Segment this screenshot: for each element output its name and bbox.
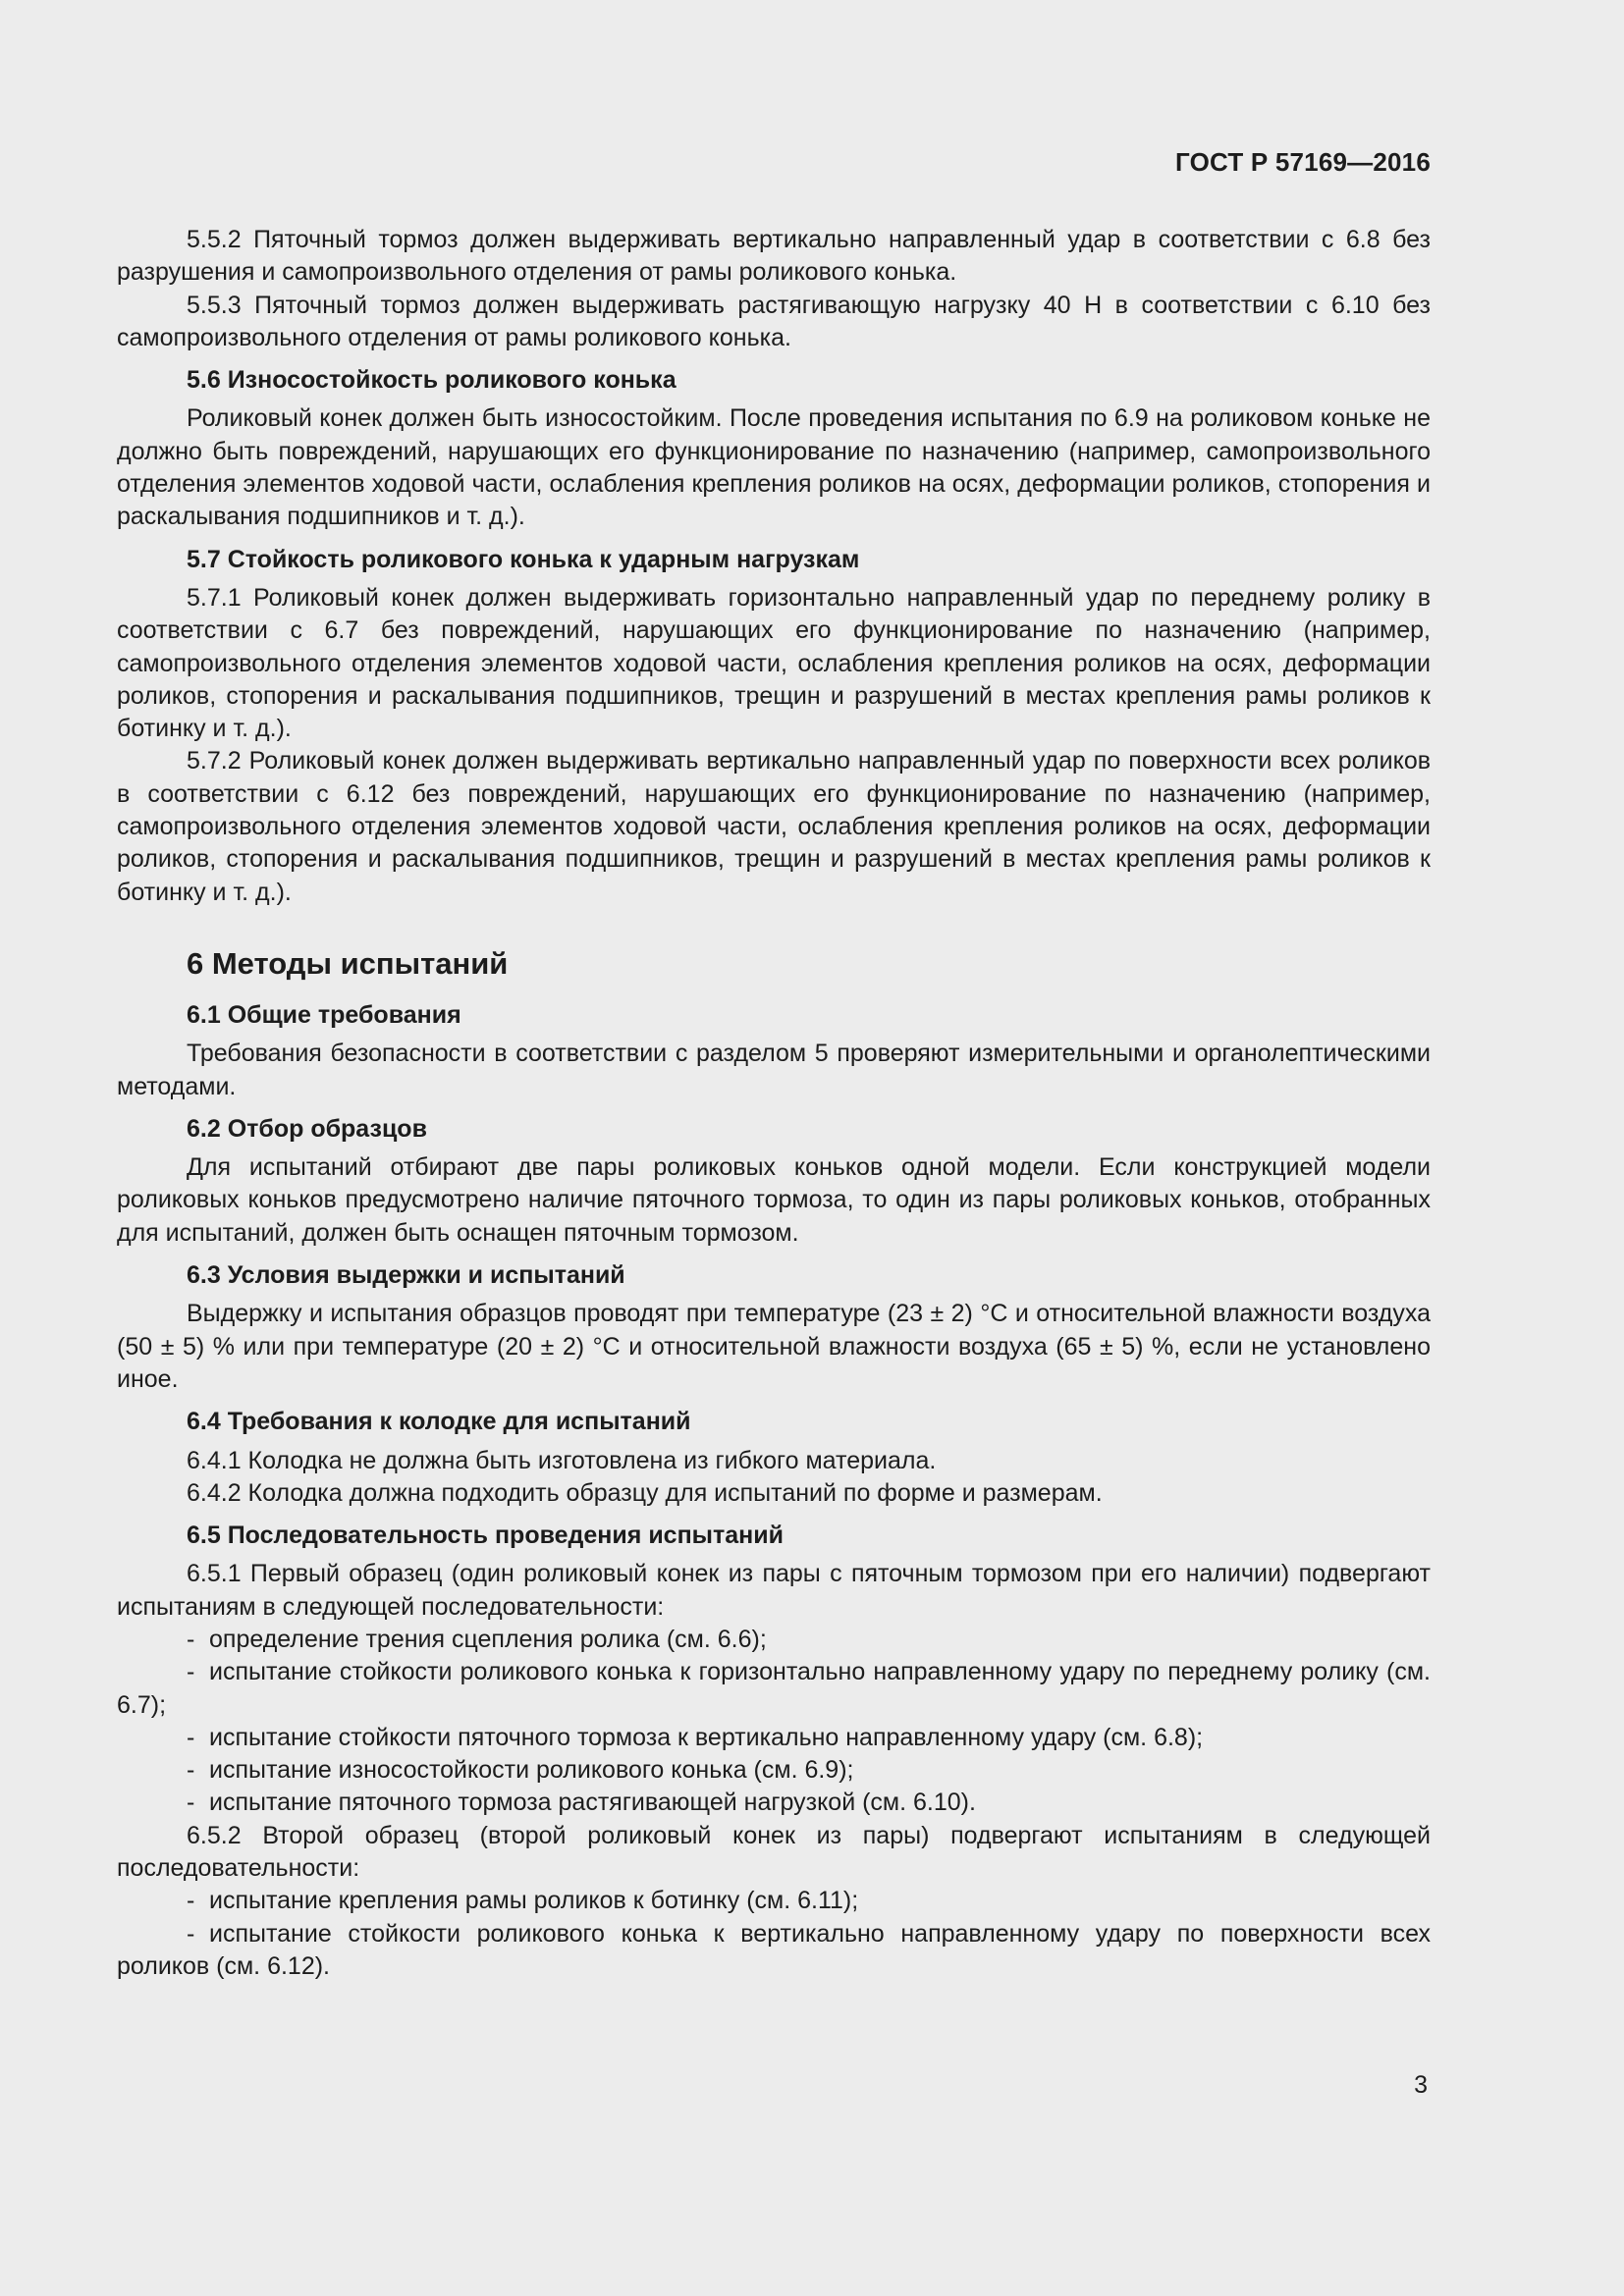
paragraph-6-3: Выдержку и испытания образцов проводят при температуре (23 ± 2) °С и относительной влажности воздуха (50 ± 5) % или при температуре (20 ± 2) °С и относительной влажности воздуха (65 ± 5) %, если не установлено иное. [117, 1300, 1431, 1393]
list-item [117, 1885, 1431, 1917]
list-item-text: испытание стойкости пяточного тормоза к вертикально направленному удару (см. 6.8); [209, 1723, 1204, 1751]
heading-5-6: 5.6 Износостойкость роликового конька [187, 366, 677, 395]
list-item-text: испытание стойкости роликового конька к горизонтально направленному удару по переднему ролику (см. 6.7); [117, 1658, 1431, 1719]
paragraph-6-1: Требования безопасности в соответствии с разделом 5 проверяют измерительными и органолептическими методами. [117, 1040, 1431, 1100]
list-item [117, 1918, 1431, 1984]
list-dash: - [187, 1723, 195, 1751]
paragraph-6-5-2: 6.5.2 Второй образец (второй роликовый конек из пары) подвергают испытаниям в следующей последовательности: [117, 1821, 1431, 1883]
paragraph-5-7-1: 5.7.1 Роликовый конек должен выдерживать горизонтально направленный удар по переднему ролику в соответствии с 6.7 без повреждений, нарушающих его функционирование по назначению (например, самопроизвольного отделения элементов ходовой части, ослабления крепления роликов на осях, деформации роликов, стопорения и раскалывания подшипников, трещин и разрушений в местах крепления рамы роликов к ботинку и т. д.). [117, 583, 1431, 743]
list-item-text: определение трения сцепления ролика (см. 6.6); [209, 1625, 767, 1653]
list-dash: - [187, 1887, 195, 1915]
list-item [117, 1624, 1431, 1656]
list-dash: - [187, 1919, 195, 1948]
page-number: 3 [1414, 2071, 1428, 2099]
list-item-text: испытание износостойкости роликового конька (см. 6.9); [209, 1756, 854, 1785]
paragraph-5-5-2: 5.5.2 Пяточный тормоз должен выдерживать вертикально направленный удар в соответствии с 6.8 без разрушения и самопроизвольного отделения от рамы роликового конька. [117, 226, 1431, 287]
heading-6-3: 6.3 Условия выдержки и испытаний [187, 1261, 625, 1290]
list-item [117, 1656, 1431, 1722]
list-dash: - [187, 1789, 195, 1817]
document-code: ГОСТ Р 57169—2016 [1175, 147, 1431, 177]
list-item [117, 1787, 1431, 1819]
heading-5-7: 5.7 Стойкость роликового конька к ударным нагрузкам [187, 545, 860, 573]
list-item-text: испытание стойкости роликового конька к вертикально направленному удару по поверхности всех роликов (см. 6.12). [117, 1919, 1431, 1980]
paragraph-5-7-2: 5.7.2 Роликовый конек должен выдерживать вертикально направленный удар по поверхности всех роликов в соответствии с 6.12 без повреждений, нарушающих его функционирование по назначению (например, самопроизвольного отделения элементов ходовой части, ослабления крепления роликов на осях, деформации роликов, стопорения и раскалывания подшипников, трещин и разрушений в местах крепления рамы роликов к ботинку и т. д.). [117, 747, 1431, 906]
list-item [117, 1754, 1431, 1787]
list-item-text: испытание пяточного тормоза растягивающей нагрузкой (см. 6.10). [209, 1789, 976, 1817]
paragraph-6-5-1: 6.5.1 Первый образец (один роликовый конек из пары с пяточным тормозом при его наличии) подвергают испытаниям в следующей последовательности: [117, 1560, 1431, 1621]
heading-6-2: 6.2 Отбор образцов [187, 1114, 427, 1143]
heading-6-4: 6.4 Требования к колодке для испытаний [187, 1408, 691, 1436]
heading-6-1: 6.1 Общие требования [187, 1000, 461, 1029]
paragraph-6-4-1: 6.4.1 Колодка не должна быть изготовлена из гибкого материала. [187, 1446, 937, 1474]
page-content [117, 224, 1431, 1983]
section-heading-6: 6 Методы испытаний [187, 945, 509, 981]
list-item [117, 1722, 1431, 1754]
list-item-text: испытание крепления рамы роликов к ботинку (см. 6.11); [209, 1887, 859, 1915]
heading-6-5: 6.5 Последовательность проведения испытаний [187, 1522, 785, 1550]
list-dash: - [187, 1756, 195, 1785]
paragraph-5-5-3: 5.5.3 Пяточный тормоз должен выдерживать растягивающую нагрузку 40 Н в соответствии с 6.10 без самопроизвольного отделения от рамы роликового конька. [117, 291, 1431, 351]
list-dash: - [187, 1658, 195, 1686]
paragraph-6-4-2: 6.4.2 Колодка должна подходить образцу для испытаний по форме и размерам. [187, 1478, 1103, 1507]
paragraph-5-6: Роликовый конек должен быть износостойким. После проведения испытания по 6.9 на роликовом коньке не должно быть повреждений, нарушающих его функционирование по назначению (например, самопроизвольного отделения элементов ходовой части, ослабления крепления роликов на осях, деформации роликов, стопорения и раскалывания подшипников и т. д.). [117, 404, 1431, 531]
list-dash: - [187, 1625, 195, 1653]
paragraph-6-2: Для испытаний отбирают две пары роликовых коньков одной модели. Если конструкцией модели роликовых коньков предусмотрено наличие пяточного тормоза, то один из пары роликовых коньков, отобранных для испытаний, должен быть оснащен пяточным тормозом. [117, 1153, 1431, 1247]
